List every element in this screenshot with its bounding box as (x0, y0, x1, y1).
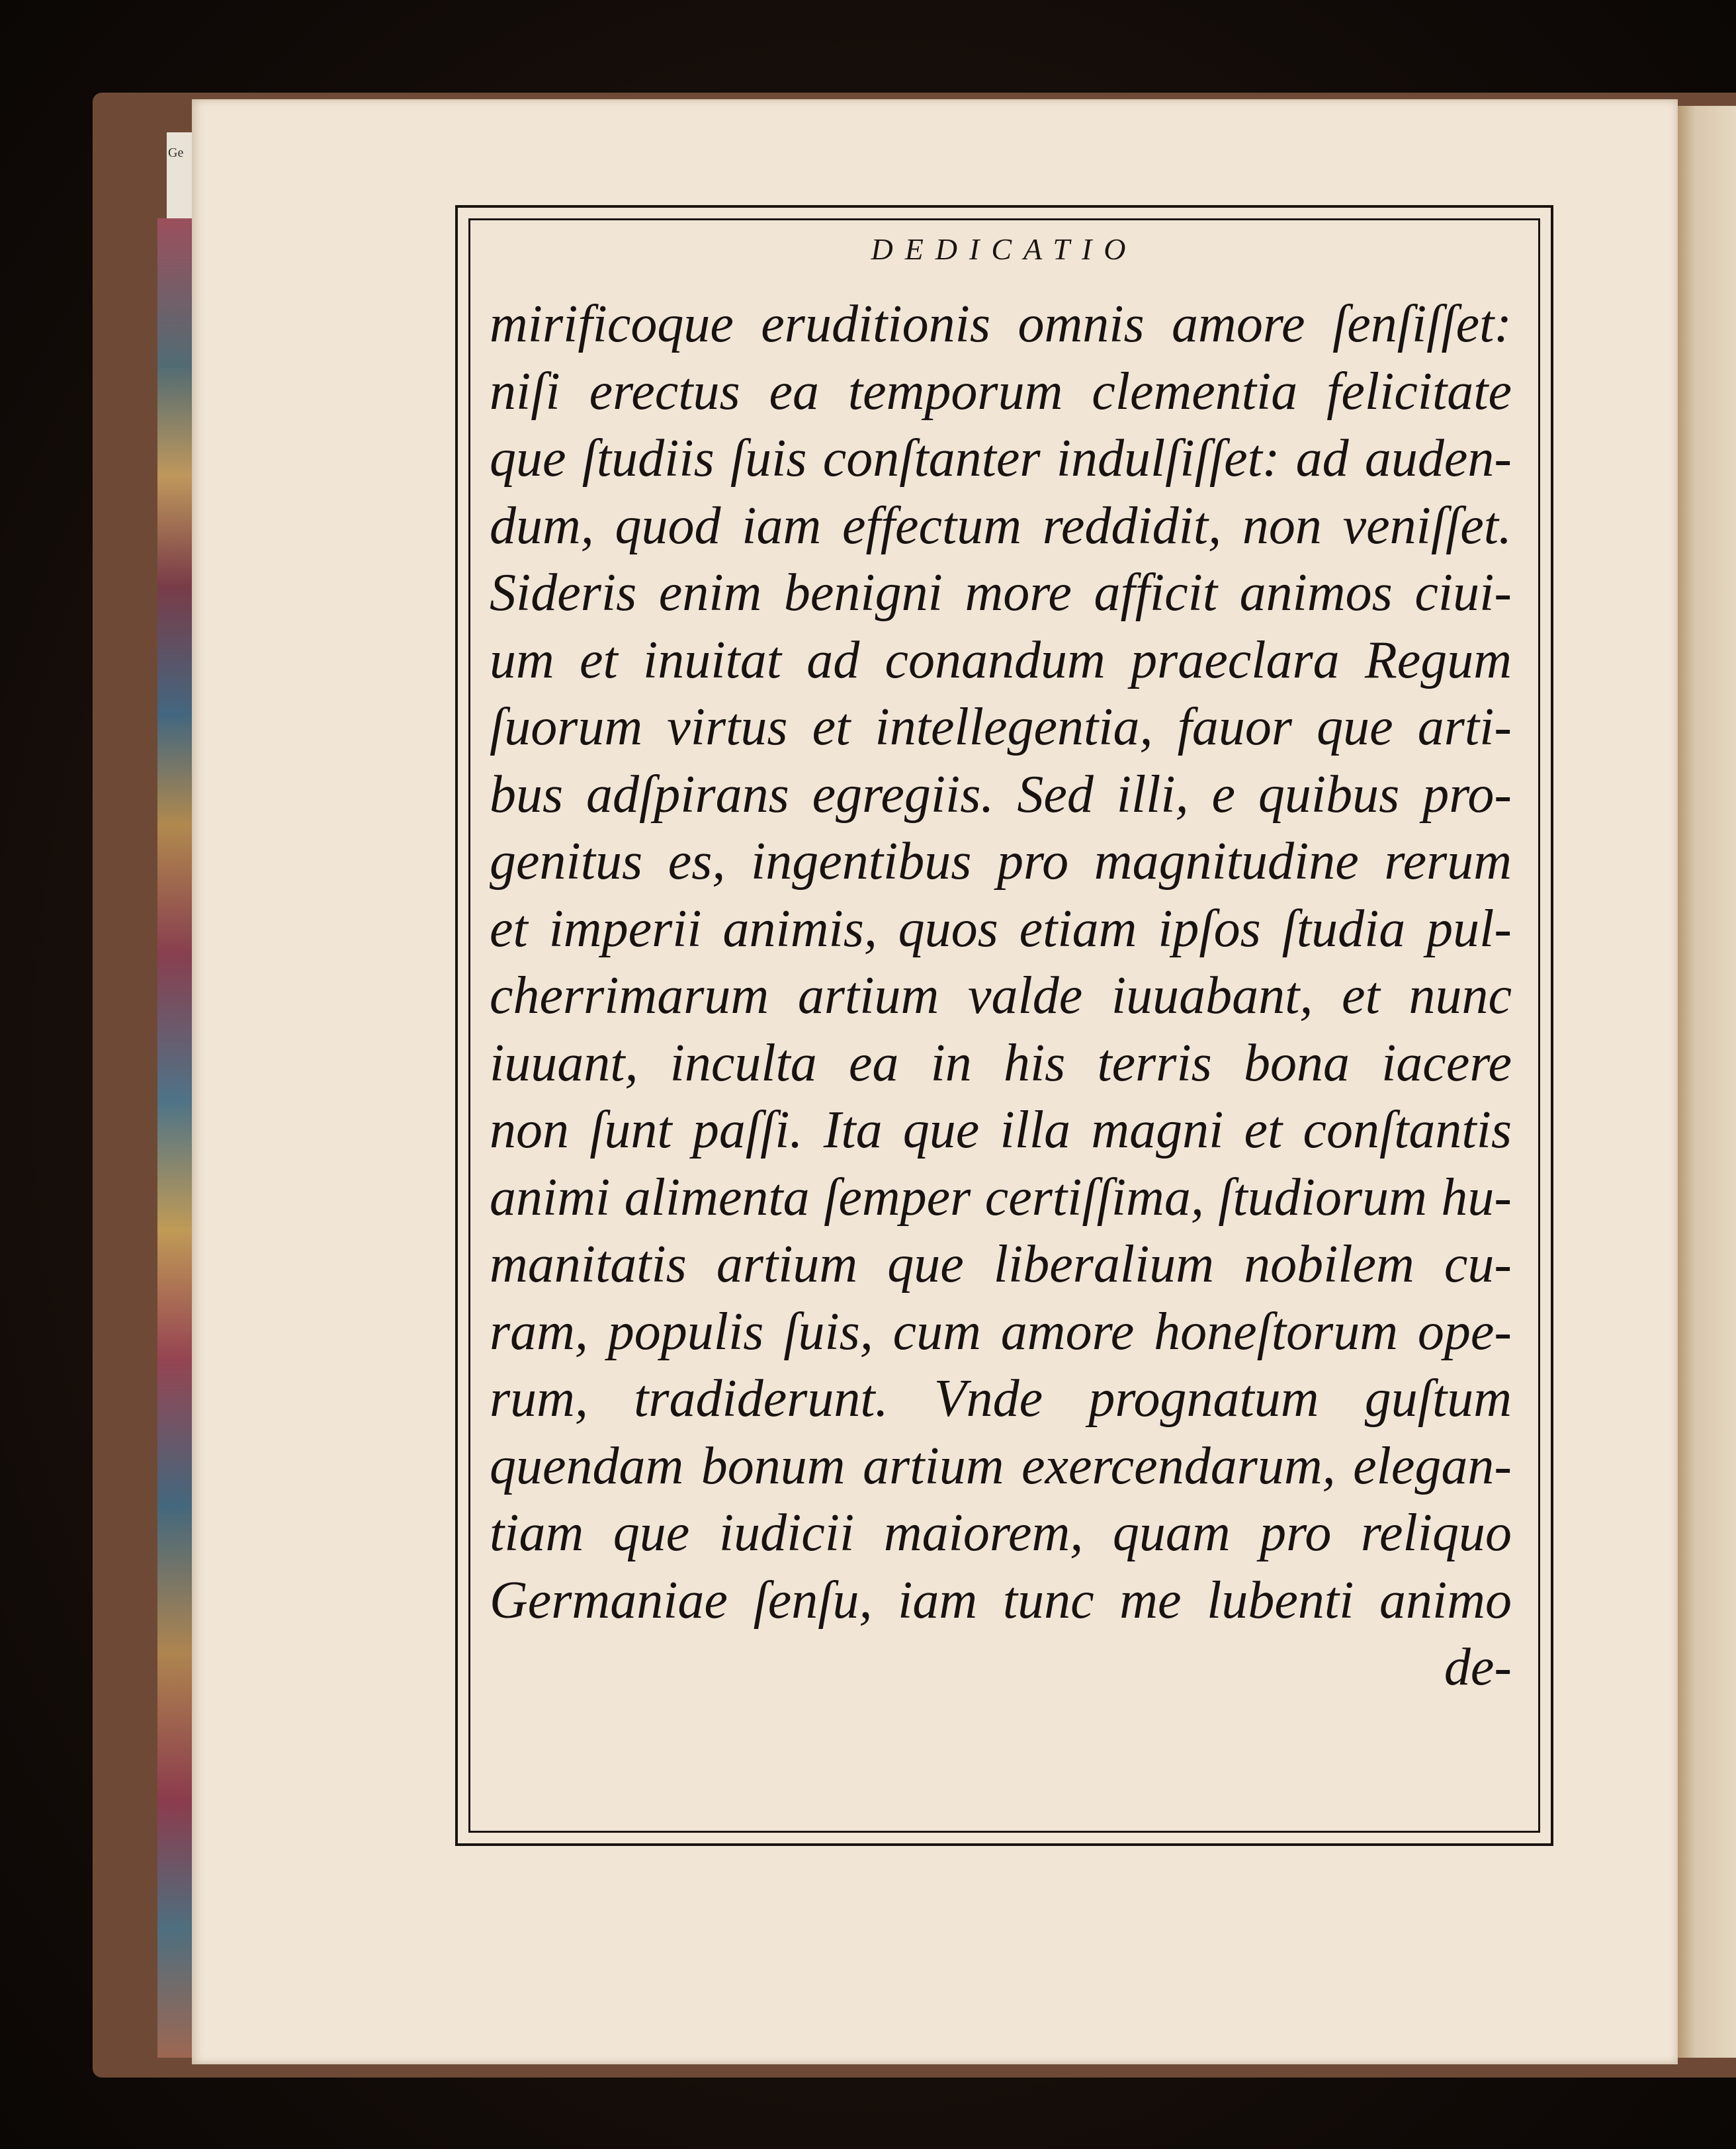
text-line: animi alimenta ſemper certiſſima, ſtudiorum hu- (490, 1168, 1512, 1227)
facing-page-edge (1678, 106, 1736, 2058)
marbled-endpaper (157, 218, 192, 2058)
running-head: DEDICATIO (871, 232, 1138, 266)
text-line: et imperii animis, quos etiam ipſos ſtudia pul- (490, 899, 1512, 958)
text-line: dum, quod iam effectum reddidit, non veniſſet. (490, 496, 1512, 555)
text-line: mirificoque eruditionis omnis amore ſenſiſſet: (490, 295, 1512, 353)
text-line: ſuorum virtus et intellegentia, fauor que arti- (490, 698, 1512, 756)
catchword: de- (1444, 1638, 1512, 1696)
text-line: niſi erectus ea temporum clementia felicitate (490, 362, 1512, 421)
spine-label: Ge (168, 146, 184, 160)
text-line: manitatis artium que liberalium nobilem cu- (490, 1235, 1512, 1294)
text-line: quendam bonum artium exercendarum, elegan- (490, 1436, 1512, 1495)
text-line: um et inuitat ad conandum praeclara Regum (490, 631, 1512, 689)
text-line: bus adſpirans egregiis. Sed illi, e quibus pro- (490, 765, 1512, 824)
text-line: rum, tradiderunt. Vnde prognatum guſtum (490, 1370, 1512, 1428)
text-line: Germaniae ſenſu, iam tunc me lubenti animo (490, 1571, 1512, 1630)
text-line: cherrimarum artium valde iuuabant, et nunc (490, 967, 1512, 1025)
text-line: ram, populis ſuis, cum amore honeſtorum ope- (490, 1302, 1512, 1361)
text-line: que ſtudiis ſuis conſtanter indulſiſſet: ad auden- (490, 429, 1512, 488)
text-line: tiam que iudicii maiorem, quam pro reliquo (490, 1504, 1512, 1562)
text-line: non ſunt paſſi. Ita que illa magni et conſtantis (490, 1101, 1512, 1159)
text-line: genitus es, ingentibus pro magnitudine rerum (490, 832, 1512, 891)
text-line: iuuant, inculta ea in his terris bona iacere (490, 1033, 1512, 1092)
text-block (490, 291, 1512, 1702)
text-line: Sideris enim benigni more afficit animos ciui- (490, 564, 1512, 622)
